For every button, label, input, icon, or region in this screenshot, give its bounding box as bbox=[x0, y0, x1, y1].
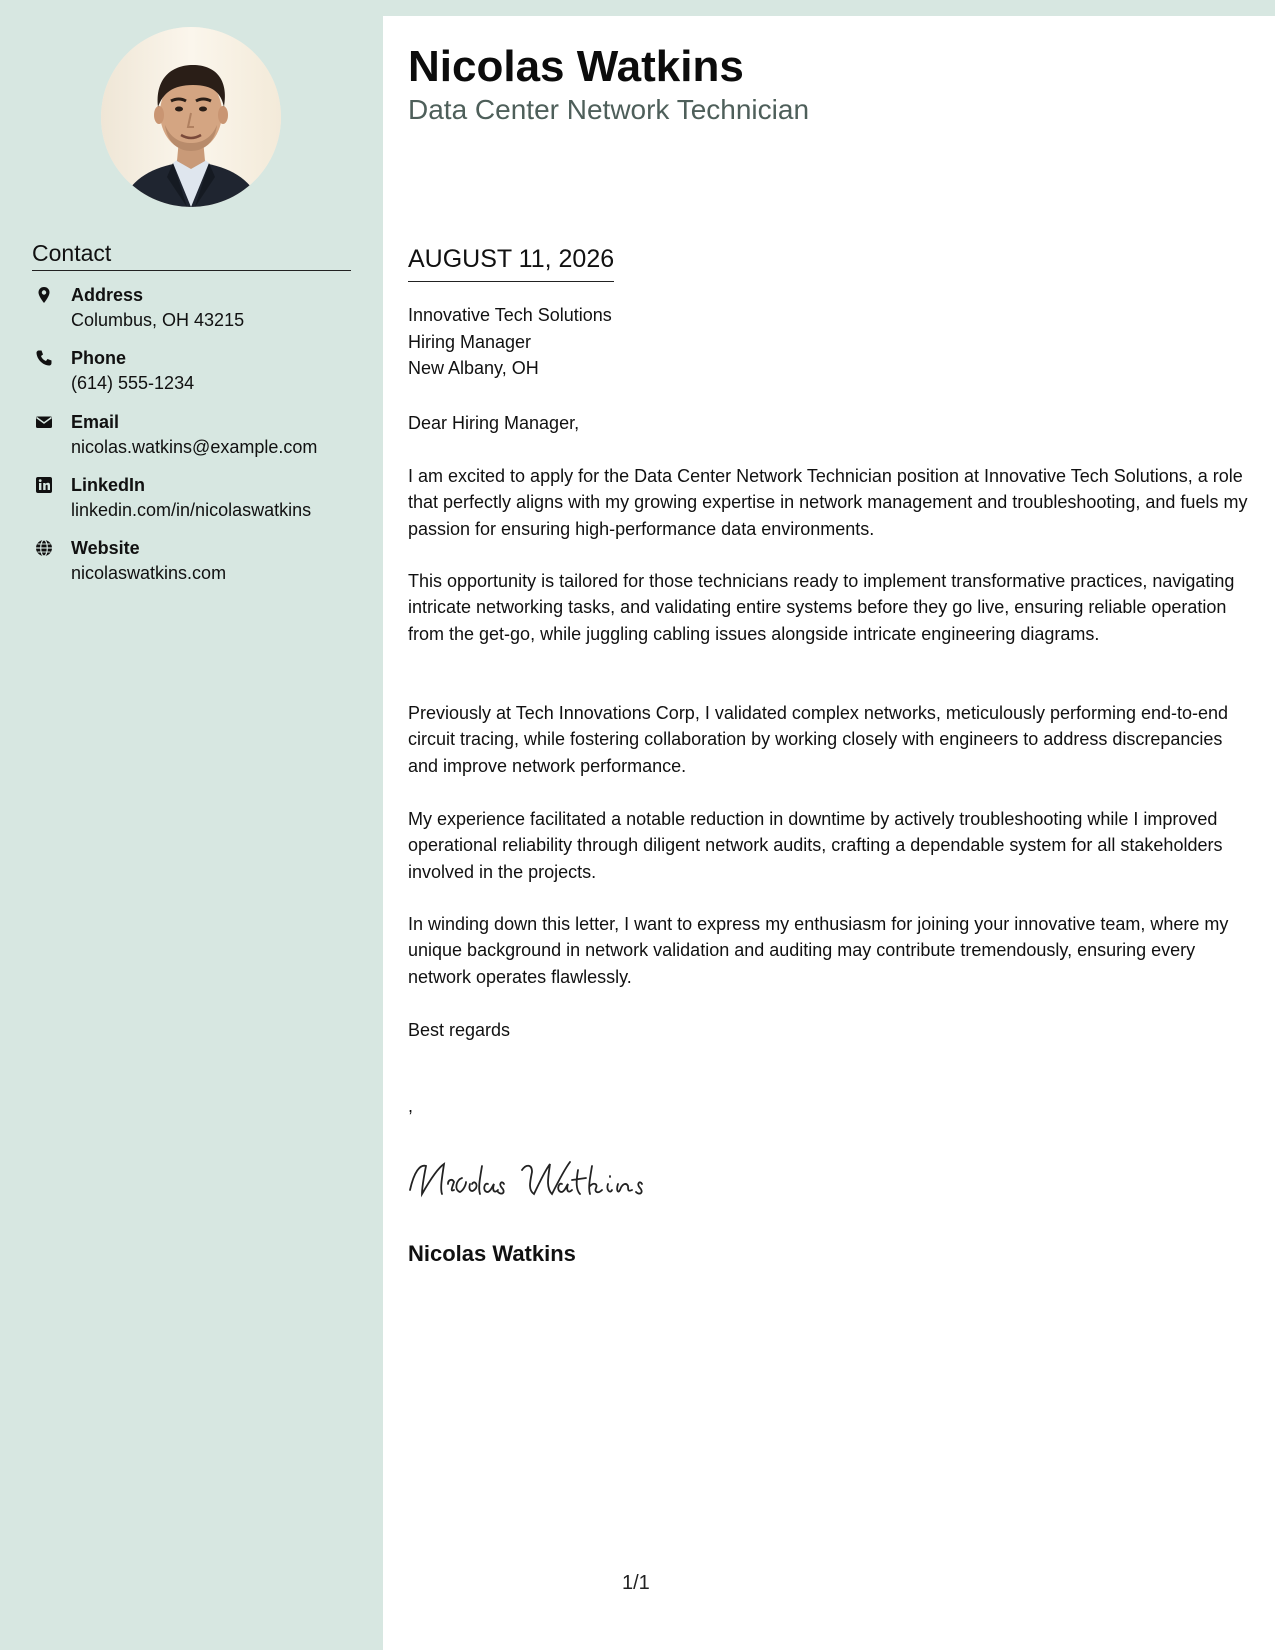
body-paragraph: Previously at Tech Innovations Corp, I validated complex networks, meticulously performing end-to-end circuit tracing, while fostering collaboration by working closely with engineers to address discrepancies and improve network performance. bbox=[408, 703, 1229, 776]
email-value[interactable]: nicolas.watkins@example.com bbox=[71, 436, 318, 457]
contact-label: LinkedIn bbox=[71, 474, 146, 495]
envelope-icon bbox=[35, 413, 53, 431]
contact-label: Website bbox=[71, 538, 140, 559]
body-paragraph: My experience facilitated a notable reduction in downtime by actively troubleshooting while I improved operational reliability through diligent network audits, crafting a dependable system for all stakeholders involved in the projects. bbox=[408, 809, 1223, 882]
job-title: Data Center Network Technician bbox=[408, 94, 810, 125]
phone-icon bbox=[35, 349, 53, 367]
recipient-title: Hiring Manager bbox=[408, 331, 532, 352]
closing: Best regards bbox=[408, 1020, 511, 1040]
contact-item-address bbox=[32, 283, 362, 346]
contact-label: Address bbox=[71, 285, 144, 305]
contact-item-website bbox=[32, 536, 362, 599]
applicant-name: Nicolas Watkins bbox=[408, 42, 744, 91]
handwritten-signature bbox=[404, 1150, 684, 1210]
phone-value[interactable]: (614) 555-1234 bbox=[71, 373, 195, 394]
closing-comma: , bbox=[408, 1096, 414, 1116]
contact-item-email bbox=[32, 410, 362, 473]
address-value: Columbus, OH 43215 bbox=[71, 310, 245, 330]
page-number: 1/1 bbox=[622, 1572, 650, 1594]
linkedin-icon bbox=[35, 476, 53, 494]
contact-item-linkedin bbox=[32, 473, 362, 536]
recipient-company: Innovative Tech Solutions bbox=[408, 305, 612, 325]
signed-name: Nicolas Watkins bbox=[408, 1241, 576, 1266]
globe-icon bbox=[35, 539, 53, 557]
website-value[interactable]: nicolaswatkins.com bbox=[71, 563, 227, 584]
letter-date: AUGUST 11, 2026 bbox=[408, 243, 614, 282]
contact-list bbox=[32, 283, 362, 599]
contact-item-phone bbox=[32, 346, 362, 409]
signature bbox=[404, 1150, 684, 1210]
body-paragraph: In winding down this letter, I want to express my enthusiasm for joining your innovative team, where my unique background in network validation and auditing may contribute tremendously, ensuring every network operates flawlessly. bbox=[408, 914, 1229, 987]
salutation: Dear Hiring Manager, bbox=[408, 413, 580, 433]
contact-heading: Contact bbox=[32, 239, 351, 271]
contact-label: Phone bbox=[71, 348, 127, 369]
body-paragraph: This opportunity is tailored for those technicians ready to implement transformative practices, navigating intricate networking tasks, and validating entire systems before they go live, ensuring reliable operation from the get-go, while juggling cabling issues alongside intricate engineering diagrams. bbox=[408, 571, 1235, 644]
recipient-location: New Albany, OH bbox=[408, 358, 539, 378]
body-paragraph: I am excited to apply for the Data Center Network Technician position at Innovative Tech Solutions, a role that perfectly aligns with my growing expertise in network management and troubleshooting, and fuels my passion for ensuring high-performance data environments. bbox=[408, 466, 1248, 539]
recipient-block bbox=[408, 302, 612, 382]
map-pin-icon bbox=[35, 286, 53, 304]
linkedin-value[interactable]: linkedin.com/in/nicolaswatkins bbox=[71, 499, 312, 520]
contact-label: Email bbox=[71, 411, 120, 432]
avatar bbox=[101, 27, 281, 207]
portrait-image bbox=[101, 27, 281, 207]
